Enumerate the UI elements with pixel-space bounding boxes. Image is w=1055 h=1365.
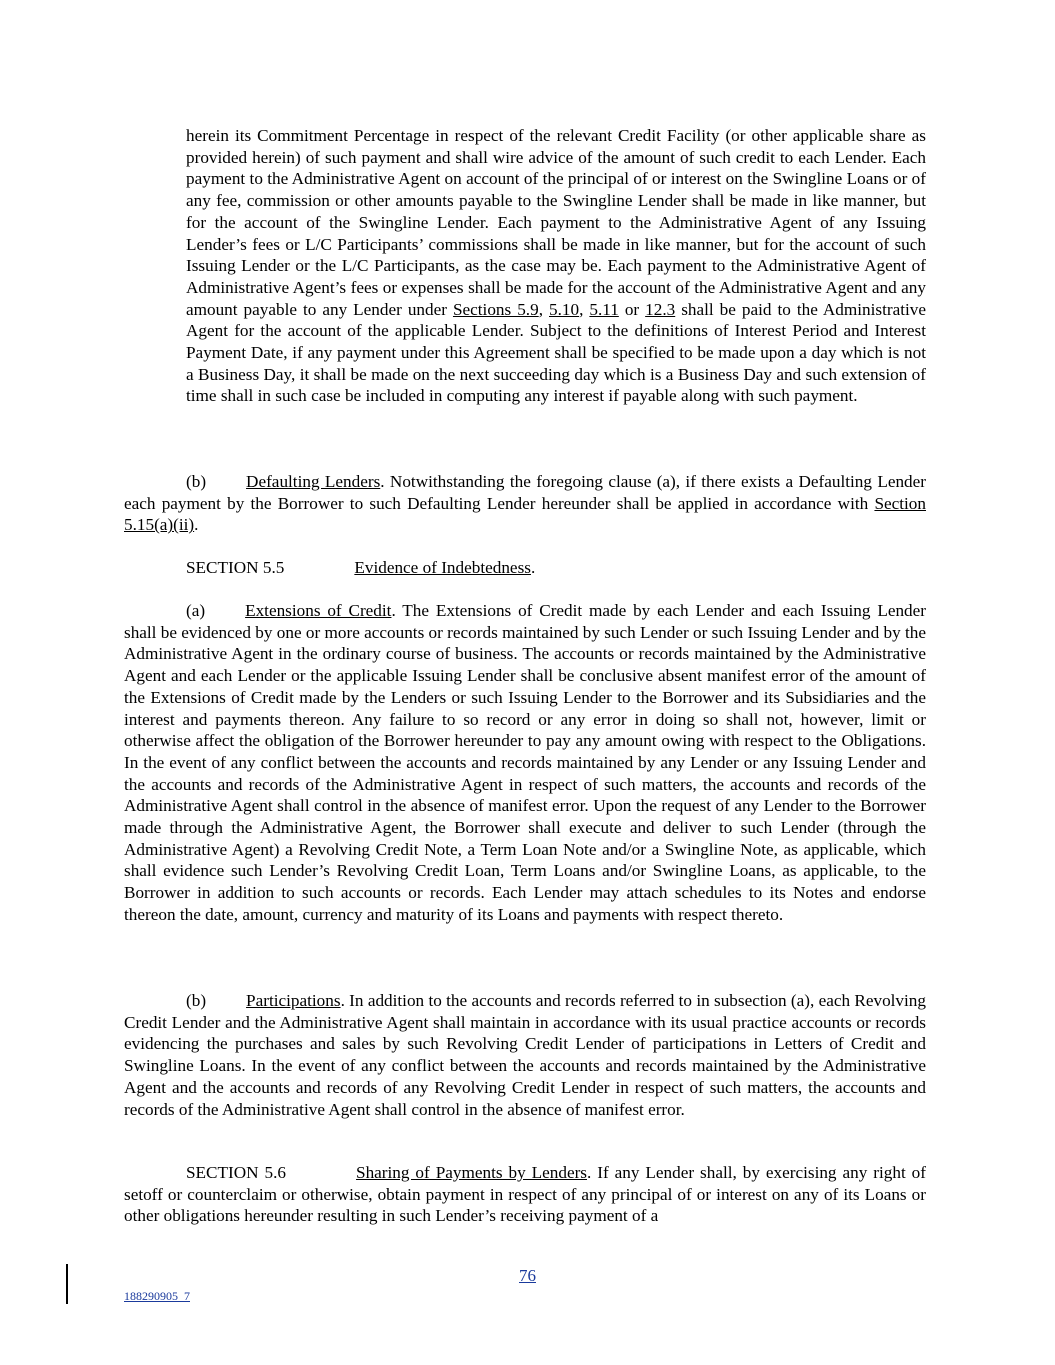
paragraph-participations — [124, 990, 926, 1120]
paragraph-text: herein its Commitment Percentage in respect of the relevant Credit Facility (or other applicable share as provided herein) of such payment and shall wire advice of the amount of such credit to each Lender. Each payment to the Administrative Agent on account of the principal of or interest on the Swingline Loans or of any fee, commission or other amounts payable to the Swingline Lender shall be made in like manner, but for the account of the Swingline Lender. Each payment to the Administrative Agent of any Issuing Lender’s fees or L/C Participants’ commissions shall be made in like manner, but for the account of such Issuing Lender or the L/C Participants, as the case may be. Each payment to the Administrative Agent of Administrative Agent’s fees or expenses shall be made for the account of the Administrative Agent and any amount payable to any Lender under — [186, 126, 926, 319]
paragraph-text: . In addition to the accounts and records referred to in subsection (a), each Revolving Credit Lender and the Administrative Agent shall maintain in accordance with its usual practice accounts or records evidencing the purchases and sales by such Revolving Credit Lender of participations in Letters of Credit and Swingline Loans. In the event of any conflict between the accounts and records maintained by the Administrative Agent and the accounts and records of any Revolving Credit Lender in respect of such matters, the accounts and records of the Administrative Agent shall control in the absence of manifest error. — [124, 991, 926, 1119]
page-number-link[interactable]: 76 — [519, 1266, 536, 1285]
section-title: Evidence of Indebtedness — [354, 558, 531, 577]
paragraph-payment-distribution — [124, 125, 926, 407]
paragraph-defaulting-lenders — [124, 471, 926, 536]
clause-heading: Participations — [246, 991, 341, 1010]
paragraph-text: . Notwithstanding the foregoing clause (a), if there exists a Defaulting Lender each payment by the Borrower to such Defaulting Lender hereunder shall be applied in accordance with — [124, 472, 926, 513]
separator: , — [538, 299, 549, 319]
section-title: Sharing of Payments by Lenders — [356, 1163, 587, 1182]
clause-label: (b) — [186, 991, 207, 1010]
section-reference-5-15: Section 5.15(a)(ii) — [124, 493, 926, 535]
section-5-6-paragraph — [124, 1162, 926, 1227]
section-label: SECTION 5.6 — [186, 1163, 287, 1182]
section-reference-5-9: Sections 5.9 — [452, 299, 539, 319]
section-5-5-heading — [124, 557, 926, 579]
separator: , — [579, 299, 590, 319]
period: . — [530, 558, 536, 577]
document-id[interactable]: 188290905_7 — [124, 1289, 190, 1303]
page-number[interactable] — [0, 1266, 1055, 1286]
paragraph-text: . The Extensions of Credit made by each Lender and each Issuing Lender shall be evidenced by one or more accounts or records maintained by such Lender or such Issuing Lender and by the Administrative Agent in the ordinary course of business. The accounts or records maintained by the Administrative Agent and each Lender or the applicable Issuing Lender shall be conclusive absent manifest error of the amount of the Extensions of Credit made by the Lenders or such Issuing Lender to the Borrower and its Subsidiaries and the interest and payments thereon. Any failure to so record or any error in doing so shall not, however, limit or otherwise affect the obligation of the Borrower hereunder to pay any amount owing with respect to the Obligations. In the event of any conflict between the accounts and records maintained by any Lender or any Issuing Lender and the accounts and records of the Administrative Agent in respect of such matters, the accounts and records of the Administrative Agent shall control in the absence of manifest error. Upon the request of any Lender to the Borrower made through the Administrative Agent, the Borrower shall execute and deliver to such Lender (through the Administrative Agent) a Revolving Credit Note, a Term Loan Note and/or a Swingline Note, as applicable, which shall evidence such Lender’s Revolving Credit Loan, Term Loans and/or Swingline Loans, as applicable, to the Borrower in addition to such accounts or records. Each Lender may attach schedules to its Notes and endorse thereon the date, amount, currency and maturity of its Loans and payments with respect thereto. — [124, 601, 926, 924]
clause-label: (a) — [186, 601, 206, 620]
section-reference-12-3: 12.3 — [645, 299, 676, 319]
section-reference-5-11: 5.11 — [589, 299, 619, 319]
clause-label: (b) — [186, 472, 207, 491]
paragraph-extensions-of-credit — [124, 600, 926, 926]
separator: or — [618, 299, 646, 319]
paragraph-text: . If any Lender shall, by exercising any right of setoff or counterclaim or otherwise, obtain payment in respect of any principal of or interest on any of its Loans or other obligations hereunder resulting in such Lender’s receiving payment of a — [124, 1163, 926, 1226]
section-label: SECTION 5.5 — [186, 558, 285, 577]
paragraph-text: . — [194, 515, 199, 535]
clause-heading: Defaulting Lenders — [246, 472, 381, 491]
clause-heading: Extensions of Credit — [245, 601, 392, 620]
paragraph-text: shall be paid to the Administrative Agent for the account of the applicable Lender. Subject to the definitions of Interest Period and Interest Payment Date, if any payment under this Agreement shall be specified to be made upon a day which is not a Business Day, it shall be made on the next succeeding day which is a Business Day and such extension of time shall in such case be included in computing any interest if payable along with such payment. — [186, 299, 926, 406]
section-reference-5-10: 5.10 — [549, 299, 580, 319]
